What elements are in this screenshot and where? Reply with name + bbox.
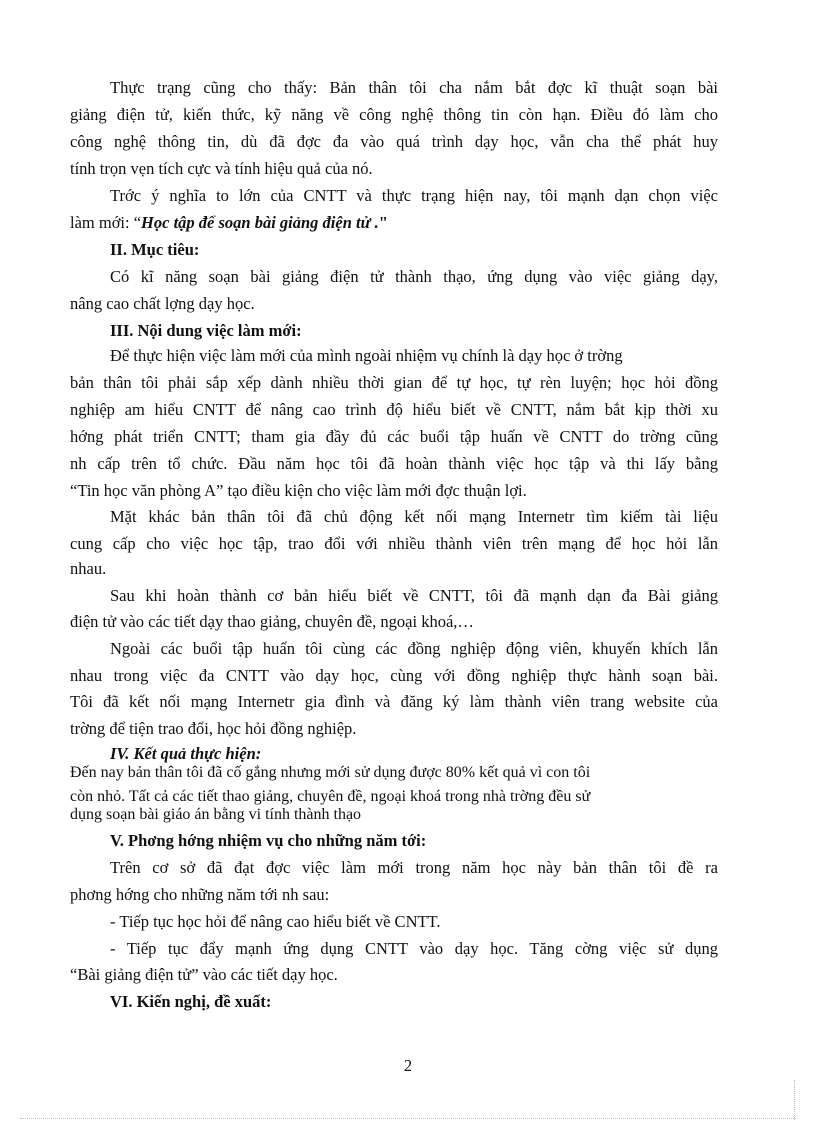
s5-line-3: - Tiếp tục học hỏi để nâng cao hiểu biết về CNTT. (110, 912, 441, 931)
p1-line-2: giảng điện tử, kiến thức, kỹ năng về công nghệ thông tin còn hạn. Điều đó làm cho (70, 105, 718, 124)
p2-line-2-prefix: làm mới: “ (70, 213, 142, 232)
s3-line-1: Để thực hiện việc làm mới của mình ngoài nhiệm vụ chính là dạy học ở trờng (110, 346, 623, 365)
s5-line-5: “Bài giảng điện tử” vào các tiết dạy học. (70, 965, 338, 984)
p2-line-1: Trớc ý nghĩa to lớn của CNTT và thực trạng hiện nay, tôi mạnh dạn chọn việc (110, 186, 718, 205)
s3-p3-line-1: Sau khi hoàn thành cơ bản hiểu biết về CNTT, tôi đã mạnh dạn đa Bài giảng (110, 586, 718, 605)
s5-line-2: phơng hớng cho những năm tới nh sau: (70, 885, 330, 904)
s4-line-2: còn nhỏ. Tất cả các tiết thao giảng, chuyên đề, ngoại khoá trong nhà trờng đều sử (70, 788, 591, 805)
s2-line-1: Có kĩ năng soạn bài giảng điện tử thành thạo, ứng dụng vào việc giảng dạy, (110, 267, 718, 286)
s3-p4-line-1: Ngoài các buổi tập huấn tôi cùng các đồng nghiệp động viên, khuyến khích lẫn (110, 639, 718, 658)
s4-line-1: Đến nay bản thân tôi đã cố gắng nhưng mới sử dụng được 80% kết quả vì con tôi (70, 764, 591, 781)
s3-p2-line-1: Mặt khác bản thân tôi đã chủ động kết nối mạng Internetr tìm kiếm tài liệu (110, 507, 718, 526)
p1-line-4: tính trọn vẹn tích cực và tính hiệu quả của nó. (70, 159, 373, 178)
p1-line-3: công nghệ thông tin, dù đã đợc đa vào quá trình dạy học, vẫn cha thể phát huy (70, 132, 718, 151)
s3-line-6: “Tin học văn phòng A” tạo điều kiện cho việc làm mới đợc thuận lợi. (70, 481, 527, 500)
new-task-title: Học tập để soạn bài giảng điện tử . (141, 213, 379, 232)
heading-section-2: II. Mục tiêu: (110, 240, 200, 259)
s3-p3-line-2: điện tử vào các tiết dạy thao giảng, chuyên đề, ngoại khoá,… (70, 612, 474, 631)
heading-section-5: V. Phơng hớng nhiệm vụ cho những năm tới: (110, 831, 427, 850)
s3-p4-line-4: trờng để tiện trao đổi, học hỏi đồng nghiệp. (70, 719, 357, 738)
heading-section-3: III. Nội dung việc làm mới: (110, 321, 302, 340)
s3-line-3: nghiệp am hiểu CNTT để nâng cao trình độ hiểu biết về CNTT, nắm bắt kịp thời xu (70, 400, 718, 419)
heading-section-6: VI. Kiến nghị, đề xuất: (110, 992, 272, 1011)
s3-p2-line-2: cung cấp cho việc học tập, trao đổi với nhiều thành viên trên mạng để học hỏi lẫn (70, 534, 718, 553)
s3-line-5: nh cấp trên tổ chức. Đầu năm học tôi đã hoàn thành việc học tập và thi lấy bằng (70, 454, 718, 473)
page-bottom-border (20, 1118, 796, 1119)
p2-line-2: làm mới: “Học tập để soạn bài giảng điện tử ." (70, 213, 388, 232)
s4-line-3: dụng soạn bài giáo án bằng vi tính thành thạo (70, 806, 362, 823)
s3-p4-line-2: nhau trong việc đa CNTT vào dạy học, cùng với đồng nghiệp thực hành soạn bài. (70, 666, 718, 685)
s3-p2-line-3: nhau. (70, 559, 107, 578)
s2-line-2: nâng cao chất lợng dạy học. (70, 294, 255, 313)
s3-p4-line-3: Tôi đã kết nối mạng Internetr gia đình và đăng ký làm thành viên trang website của (70, 692, 718, 711)
s3-line-2: bản thân tôi phải sắp xếp dành nhiều thời gian để tự học, tự rèn luyện; học hỏi đồng (70, 373, 718, 392)
page-number: 2 (403, 1056, 413, 1075)
p1-line-1: Thực trạng cũng cho thấy: Bản thân tôi cha nắm bắt đợc kĩ thuật soạn bài (110, 78, 718, 97)
page-corner-border (794, 1080, 795, 1120)
s5-line-1: Trên cơ sở đã đạt đợc việc làm mới trong năm học này bản thân tôi đề ra (110, 858, 718, 877)
heading-section-4: IV. Kết quả thực hiện: (110, 744, 262, 763)
s3-line-4: hớng phát triển CNTT; tham gia đầy đủ các buổi tập huấn về CNTT do trờng cũng (70, 427, 718, 446)
s5-line-4: - Tiếp tục đẩy mạnh ứng dụng CNTT vào dạy học. Tăng cờng việc sử dụng (110, 939, 718, 958)
